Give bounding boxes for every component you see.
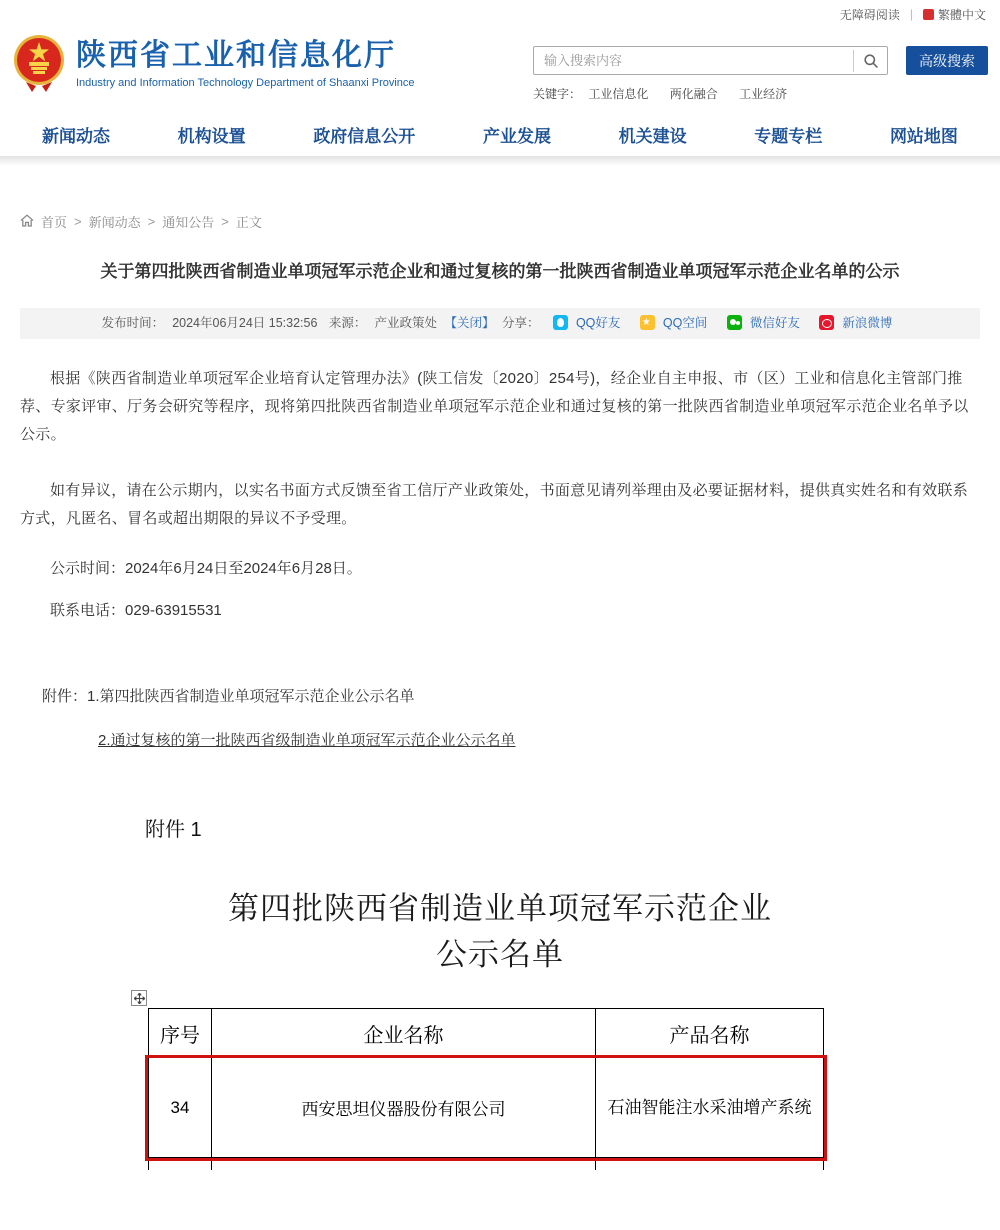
share-label: 分享：: [501, 316, 540, 330]
share-qq-friend[interactable]: [549, 316, 624, 330]
search-zone: [533, 46, 988, 102]
close-button[interactable]: 【关闭】: [444, 316, 495, 330]
doc-heading-line1: 第四批陕西省制造业单项冠军示范企业: [228, 891, 772, 926]
search-icon[interactable]: [853, 50, 887, 72]
nav-item-industry[interactable]: 产业发展: [482, 126, 551, 146]
accessibility-link[interactable]: 无障碍阅读: [839, 7, 900, 22]
share-qzone[interactable]: [636, 316, 711, 330]
contact-phone-line: 联系电话：029-63915531: [50, 602, 222, 619]
attachment-document: [20, 813, 980, 1170]
nav-item-org[interactable]: 机构设置: [177, 126, 246, 146]
breadcrumb-sep: >: [221, 214, 229, 229]
nav-item-news[interactable]: 新闻动态: [42, 126, 110, 146]
brand-text: [76, 39, 415, 89]
table-row: [149, 1058, 824, 1158]
traditional-chinese-label: 繁體中文: [937, 7, 986, 22]
companies-table: [148, 1008, 824, 1170]
publish-time-label: 发布时间：: [101, 316, 165, 330]
share-qq-label: QQ好友: [575, 316, 621, 330]
qzone-icon: [640, 315, 655, 330]
stub-cell: [596, 1158, 824, 1171]
table-row-cutoff: [149, 1158, 824, 1171]
nav-item-sitemap[interactable]: 网站地图: [889, 126, 958, 146]
site-subtitle: Industry and Information Technology Department of Shaanxi Province: [76, 77, 415, 89]
main-nav: [0, 112, 1000, 156]
show-time-line: 公示时间：2024年6月24日至2024年6月28日。: [50, 560, 362, 577]
breadcrumb-news[interactable]: 新闻动态: [88, 215, 141, 230]
attachments-label: 附件：: [42, 688, 88, 705]
weibo-icon: [819, 315, 834, 330]
breadcrumb-notices[interactable]: 通知公告: [162, 215, 215, 230]
topbar-divider: |: [909, 7, 913, 21]
share-wechat[interactable]: [723, 316, 804, 330]
attachment-doc-label: 附件 1: [145, 819, 202, 841]
stub-cell: [149, 1158, 212, 1171]
table-clip: [148, 1008, 826, 1170]
keyword-link[interactable]: 工业经济: [739, 87, 788, 101]
share-weibo-label: 新浪微博: [842, 316, 893, 330]
breadcrumb-home[interactable]: 首页: [41, 215, 68, 230]
search-keywords: [533, 85, 988, 102]
top-utility-bar: [0, 0, 1000, 28]
search-input[interactable]: [534, 47, 853, 74]
share-wechat-label: 微信好友: [749, 316, 800, 330]
page-bottom-space: [20, 1170, 980, 1230]
attachment-link-1[interactable]: 1.第四批陕西省制造业单项冠军示范企业公示名单: [87, 688, 415, 705]
attachment-line-2: [20, 727, 980, 755]
cell-product: 石油智能注水采油增产系统: [596, 1058, 824, 1158]
attachment-link-2[interactable]: 2.通过复核的第一批陕西省级制造业单项冠军示范企业公示名单: [98, 732, 516, 749]
share-weibo[interactable]: [815, 316, 896, 330]
breadcrumb-current: 正文: [235, 215, 262, 230]
search-box: [533, 46, 888, 75]
doc-table-zone: [148, 1008, 826, 1170]
source-value: 产业政策处: [374, 316, 437, 330]
paragraph-basis: 根据《陕西省制造业单项冠军企业培育认定管理办法》(陕工信发〔2020〕254号)，经企业自主申报、市（区）工业和信息化主管部门推荐、专家评审、厅务会研究等程序，现将第四批陕西省制造业单项冠军示范企业和通过复核的第一批陕西省制造业单项冠军示范企业名单予以公示。: [20, 370, 969, 443]
traditional-chinese-link[interactable]: [923, 6, 986, 23]
doc-heading-line2: 公示名单: [436, 937, 564, 972]
national-emblem-logo: [12, 34, 66, 94]
attachment-line-1: [20, 683, 980, 711]
site-title: 陕西省工业和信息化厅: [76, 39, 396, 72]
nav-item-topics[interactable]: 专题专栏: [754, 126, 823, 146]
breadcrumb-sep: >: [74, 214, 82, 229]
header-cell-company: 企业名称: [212, 1009, 596, 1058]
header-cell-no: 序号: [149, 1009, 212, 1058]
advanced-search-button[interactable]: 高级搜索: [906, 46, 988, 75]
breadcrumb-sep: >: [147, 214, 156, 229]
wechat-icon: [727, 315, 742, 330]
publish-time-value: 2024年06月24日 15:32:56: [172, 316, 318, 330]
paragraph-objection: 如有异议，请在公示期内，以实名书面方式反馈至省工信厅产业政策处，书面意见请列举理由及必要证据材料，提供真实姓名和有效联系方式，凡匿名、冒名或超出期限的异议不予受理。: [20, 482, 969, 527]
article-body: [20, 365, 980, 755]
source-label: 来源：: [328, 316, 367, 330]
cell-no: 34: [149, 1058, 212, 1158]
home-icon: [20, 214, 34, 230]
site-header: [0, 28, 1000, 112]
keyword-link[interactable]: 工业信息化: [588, 87, 649, 101]
keywords-label: 关键字：: [533, 87, 582, 101]
nav-shadow-divider: [0, 156, 1000, 166]
nav-item-gov-info[interactable]: 政府信息公开: [313, 126, 416, 146]
doc-heading: [20, 886, 980, 978]
site-brand[interactable]: [12, 34, 415, 94]
table-move-handle-icon[interactable]: [131, 990, 147, 1006]
breadcrumb: [20, 212, 980, 231]
traditional-chinese-icon: [923, 9, 934, 20]
nav-item-agency[interactable]: 机关建设: [618, 126, 687, 146]
qq-icon: [553, 315, 568, 330]
stub-cell: [212, 1158, 596, 1171]
share-qzone-label: QQ空间: [662, 316, 708, 330]
article-title: 关于第四批陕西省制造业单项冠军示范企业和通过复核的第一批陕西省制造业单项冠军示范企业名单的公示: [100, 262, 900, 281]
article-meta-bar: [20, 308, 980, 339]
cell-company: 西安思坦仪器股份有限公司: [212, 1058, 596, 1158]
keyword-link[interactable]: 两化融合: [669, 87, 718, 101]
table-header-row: [149, 1009, 824, 1058]
page-content: [0, 212, 1000, 1230]
header-cell-product: 产品名称: [596, 1009, 824, 1058]
